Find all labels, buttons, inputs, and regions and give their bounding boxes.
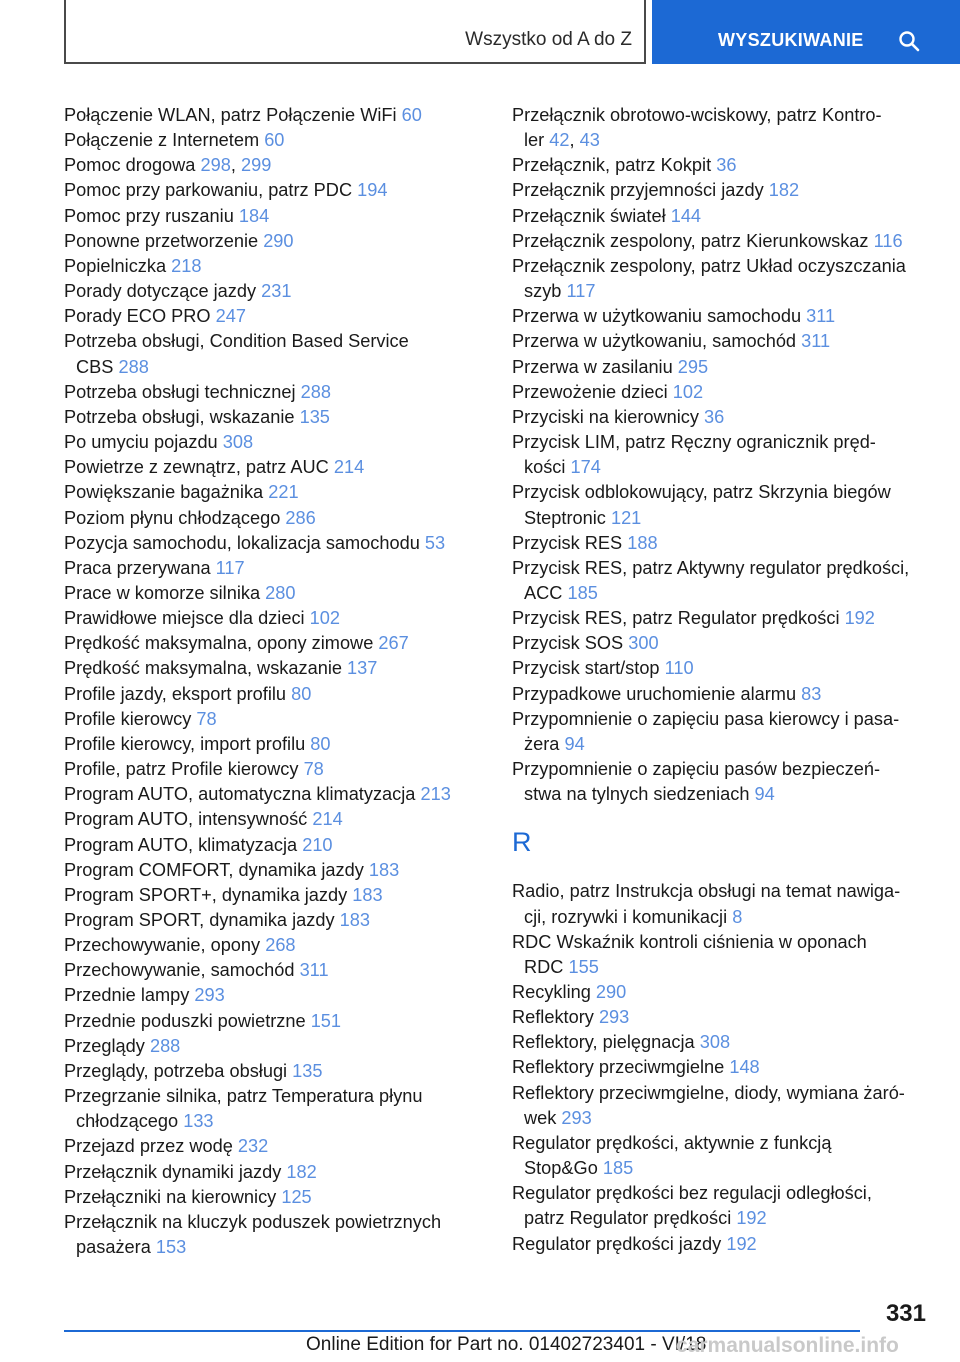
index-term: Połączenie WLAN, patrz Połączenie WiFi — [64, 105, 397, 125]
index-entry — [512, 204, 942, 229]
index-entry — [512, 1232, 942, 1257]
index-column-right — [512, 103, 942, 1257]
index-entry — [512, 656, 942, 681]
page-link[interactable]: 94 — [564, 733, 585, 754]
index-entry — [512, 405, 942, 430]
index-entry — [64, 858, 484, 883]
index-term: Program AUTO, automatyczna klimatyzacja — [64, 784, 416, 805]
index-term: Profile, patrz Profile kierowcy — [64, 759, 299, 780]
index-term: szyb — [524, 281, 562, 302]
index-term: Połączenie z Internetem — [64, 130, 260, 151]
page-link[interactable]: 137 — [347, 658, 378, 679]
index-entry — [512, 229, 942, 254]
index-entry — [64, 103, 484, 128]
index-term: Przeglądy — [64, 1035, 145, 1056]
index-entry — [64, 782, 484, 807]
index-term: Reflektory, pielęgnacja — [512, 1032, 695, 1053]
index-entry — [64, 405, 484, 430]
page-link[interactable]: 280 — [265, 582, 296, 603]
index-term: Przełącznik zespolony, patrz Układ oczyszczania — [512, 255, 906, 276]
index-entry — [512, 153, 942, 178]
index-entry — [512, 707, 942, 757]
index-term: Przycisk RES, patrz Aktywny regulator prędkości, — [512, 557, 910, 578]
index-term: Przypadkowe uruchomienie alarmu — [512, 683, 797, 704]
index-entry — [64, 1084, 484, 1134]
page-link[interactable]: 192 — [726, 1233, 757, 1254]
index-entry — [64, 380, 484, 405]
index-entry — [64, 908, 484, 933]
page-link[interactable]: 188 — [627, 532, 658, 553]
index-term: Powiększanie bagażnika — [64, 482, 264, 503]
index-entry — [64, 606, 484, 631]
index-term: Przełącznik świateł — [512, 205, 666, 226]
index-term: Przełącznik obrotowo-wciskowy, patrz Kontro- — [512, 105, 882, 125]
index-term: Praca przerywana — [64, 557, 211, 578]
index-term: Przycisk RES, patrz Regulator prędkości — [512, 608, 840, 629]
index-term: Po umyciu pojazdu — [64, 432, 218, 453]
index-entry — [64, 1034, 484, 1059]
search-tab[interactable] — [652, 0, 960, 64]
index-entry — [64, 304, 484, 329]
index-term: Prace w komorze silnika — [64, 582, 261, 603]
index-term: Przerwa w użytkowaniu samochodu — [512, 306, 802, 327]
footer-divider — [64, 1330, 860, 1332]
page-link[interactable]: 182 — [286, 1161, 317, 1182]
page-link[interactable]: 83 — [801, 683, 822, 704]
index-term: Regulator prędkości bez regulacji odległości, — [512, 1183, 872, 1204]
index-term: Pozycja samochodu, lokalizacja samochodu — [64, 532, 420, 553]
page-link[interactable]: 144 — [670, 205, 702, 226]
index-term: Przycisk start/stop — [512, 658, 660, 679]
page-separator: , — [569, 130, 575, 151]
index-term: Przełącznik, patrz Kokpit — [512, 155, 712, 176]
index-entry — [64, 732, 484, 757]
index-entry — [512, 329, 942, 354]
index-entry — [512, 531, 942, 556]
index-entry — [512, 1181, 942, 1231]
page-link[interactable]: 133 — [183, 1111, 214, 1132]
page-link[interactable]: 231 — [261, 281, 292, 302]
page-link[interactable]: 298 — [200, 155, 231, 176]
index-term: Przeglądy, potrzeba obsługi — [64, 1060, 288, 1081]
index-term: RDC — [524, 956, 564, 977]
index-entry — [64, 656, 484, 681]
page-link[interactable]: 110 — [664, 658, 694, 679]
index-entry — [512, 1030, 942, 1055]
page-link[interactable]: 192 — [736, 1208, 767, 1229]
page-link[interactable]: 213 — [420, 784, 451, 805]
index-term: Prędkość maksymalna, wskazanie — [64, 658, 342, 679]
index-entry — [512, 380, 942, 405]
index-entry — [64, 807, 484, 832]
index-entry — [64, 833, 484, 858]
index-term: Przegrzanie silnika, patrz Temperatura płynu — [64, 1086, 423, 1107]
page-link[interactable]: 42 — [549, 130, 570, 151]
a-to-z-tab-label: Wszystko od A do Z — [465, 29, 632, 50]
index-entry — [512, 606, 942, 631]
index-term: Przerwa w użytkowaniu, samochód — [512, 331, 797, 352]
index-term: Reflektory przeciwmgielne, diody, wymiana żaró- — [512, 1082, 905, 1103]
index-term: Program SPORT+, dynamika jazdy — [64, 884, 348, 905]
index-entry — [64, 480, 484, 505]
page-link[interactable]: 286 — [285, 507, 316, 528]
index-entry — [64, 933, 484, 958]
index-term: Przejazd przez wodę — [64, 1136, 233, 1157]
page-link[interactable]: 299 — [240, 155, 272, 176]
page-link[interactable]: 80 — [310, 733, 331, 754]
index-entry — [512, 355, 942, 380]
page-separator: , — [230, 155, 236, 176]
index-entry — [512, 879, 942, 929]
index-term: Prędkość maksymalna, opony zimowe — [64, 633, 374, 654]
index-term: Ponowne przetworzenie — [64, 230, 259, 251]
index-term: Popielniczka — [64, 255, 167, 276]
index-term: Reflektory — [512, 1007, 594, 1028]
index-entry — [512, 1055, 942, 1080]
index-term: Przycisk SOS — [512, 633, 624, 654]
page-link[interactable]: 293 — [194, 985, 225, 1006]
index-entry — [64, 204, 484, 229]
index-term: Profile jazdy, eksport profilu — [64, 683, 287, 704]
index-term: Przycisk LIM, patrz Ręczny ogranicznik pręd- — [512, 432, 876, 453]
index-term: Poziom płynu chłodzącego — [64, 507, 281, 528]
index-term: Porady ECO PRO — [64, 306, 211, 327]
index-term: Przednie poduszki powietrzne — [64, 1010, 306, 1031]
page-link[interactable]: 218 — [171, 255, 202, 276]
index-term: cji, rozrywki i komunikacji — [524, 906, 728, 927]
page-link[interactable]: 290 — [595, 982, 627, 1002]
page-link[interactable]: 185 — [602, 1158, 634, 1179]
index-column-left — [64, 103, 484, 1260]
page-link[interactable]: 53 — [424, 532, 446, 553]
index-term: ACC — [524, 582, 563, 603]
page-link[interactable]: 102 — [309, 608, 340, 629]
index-entry — [64, 178, 484, 203]
index-term: Stop&Go — [524, 1158, 598, 1179]
page-link[interactable]: 293 — [598, 1007, 630, 1028]
index-term: Prawidłowe miejsce dla dzieci — [64, 608, 305, 629]
index-term: stwa na tylnych siedzeniach — [524, 784, 750, 805]
index-term: Przełączniki na kierownicy — [64, 1186, 277, 1207]
page-link[interactable]: 214 — [333, 457, 365, 478]
page-link[interactable]: 135 — [292, 1060, 323, 1081]
page-link[interactable]: 288 — [149, 1035, 181, 1056]
index-term: Program COMFORT, dynamika jazdy — [64, 859, 364, 880]
index-term: Przycisk odblokowujący, patrz Skrzynia biegów — [512, 482, 891, 503]
page-link[interactable]: 183 — [339, 910, 370, 930]
edition-text: Online Edition for Part no. 01402723401 - VI/18 — [306, 1334, 707, 1355]
index-term: Przełącznik na kluczyk poduszek powietrznych — [64, 1211, 442, 1232]
index-term: Potrzeba obsługi, Condition Based Service — [64, 331, 409, 352]
index-term: wek — [524, 1107, 557, 1128]
page-link[interactable]: 247 — [215, 306, 246, 327]
page-link[interactable]: 116 — [873, 230, 903, 251]
search-tab-label: WYSZUKIWANIE — [718, 30, 864, 50]
page-link[interactable]: 311 — [801, 331, 831, 352]
index-entry — [512, 682, 942, 707]
page-link[interactable]: 221 — [268, 482, 299, 503]
index-term: Recykling — [512, 982, 591, 1002]
index-entry — [512, 254, 942, 304]
page-link[interactable]: 210 — [302, 834, 333, 855]
index-term: Profile kierowcy — [64, 708, 192, 729]
index-entry — [512, 1005, 942, 1030]
index-entry — [64, 531, 484, 556]
index-entry — [64, 1134, 484, 1159]
page-link[interactable]: 288 — [300, 381, 331, 402]
index-term: Program AUTO, intensywność — [64, 809, 308, 830]
page-link[interactable]: 117 — [215, 557, 245, 578]
page-link[interactable]: 300 — [628, 633, 659, 654]
index-term: Przełącznik przyjemności jazdy — [512, 180, 764, 201]
page-link[interactable]: 125 — [281, 1186, 312, 1207]
page-link[interactable]: 36 — [704, 406, 725, 427]
index-term: Przechowywanie, opony — [64, 935, 261, 956]
page-link[interactable]: 60 — [401, 105, 422, 125]
page-link[interactable]: 214 — [312, 809, 343, 830]
index-term: Potrzeba obsługi, wskazanie — [64, 406, 295, 427]
page-link[interactable]: 155 — [568, 956, 599, 977]
page-link[interactable]: 153 — [155, 1237, 187, 1258]
page-link[interactable]: 80 — [291, 683, 312, 704]
index-entry — [64, 958, 484, 983]
index-entry — [64, 983, 484, 1008]
page-link[interactable]: 8 — [732, 906, 743, 927]
index-entry — [64, 506, 484, 531]
index-entry — [64, 254, 484, 279]
watermark: carmanualsonline.info — [676, 1334, 899, 1357]
index-term: Program AUTO, klimatyzacja — [64, 834, 298, 855]
index-entry — [64, 229, 484, 254]
index-term: Przyciski na kierownicy — [512, 406, 699, 427]
page-link[interactable]: 174 — [570, 457, 601, 478]
page-link[interactable]: 60 — [264, 130, 285, 151]
search-icon[interactable] — [898, 30, 920, 52]
page-link[interactable]: 182 — [768, 180, 800, 201]
page-link[interactable]: 192 — [844, 608, 875, 629]
page-number: 331 — [885, 1300, 926, 1327]
page-link[interactable]: 288 — [118, 356, 149, 377]
index-term: Pomoc przy ruszaniu — [64, 205, 234, 226]
page-link[interactable]: 183 — [368, 859, 400, 880]
index-entry — [64, 682, 484, 707]
index-term: Przewożenie dzieci — [512, 381, 668, 402]
index-term: Przycisk RES — [512, 532, 623, 553]
index-entry — [64, 1009, 484, 1034]
page-link[interactable]: 267 — [378, 633, 409, 654]
index-term: żera — [524, 733, 560, 754]
index-term: Potrzeba obsługi technicznej — [64, 381, 296, 402]
page-link[interactable]: 117 — [566, 281, 596, 302]
index-term: Program SPORT, dynamika jazdy — [64, 910, 335, 930]
index-term: ler — [524, 130, 545, 151]
index-entry — [64, 1210, 484, 1260]
page-link[interactable]: 94 — [754, 784, 775, 805]
page-link[interactable]: 135 — [299, 406, 330, 427]
index-term: Regulator prędkości jazdy — [512, 1233, 722, 1254]
page-link[interactable]: 295 — [677, 356, 709, 377]
index-term: Przechowywanie, samochód — [64, 960, 295, 981]
index-entry — [64, 1185, 484, 1210]
index-term: pasażera — [76, 1237, 151, 1258]
index-entry — [512, 631, 942, 656]
index-entry — [64, 430, 484, 455]
index-entry — [64, 883, 484, 908]
page-link[interactable]: 36 — [716, 155, 737, 176]
page-link[interactable]: 43 — [579, 130, 600, 151]
index-term: Przełącznik zespolony, patrz Kierunkowskaz — [512, 230, 869, 251]
page-link[interactable]: 148 — [729, 1057, 760, 1078]
page-link[interactable]: 268 — [265, 935, 296, 956]
index-term: Pomoc drogowa — [64, 155, 196, 176]
index-entry — [512, 480, 942, 530]
page-link[interactable]: 78 — [303, 759, 324, 780]
page-link[interactable]: 194 — [357, 180, 388, 201]
index-entry — [512, 556, 942, 606]
index-entry — [64, 1160, 484, 1185]
index-term: Przypomnienie o zapięciu pasów bezpieczeń- — [512, 759, 880, 780]
page-link[interactable]: 151 — [310, 1010, 342, 1031]
index-term: Przerwa w zasilaniu — [512, 356, 673, 377]
a-to-z-tab[interactable] — [64, 0, 646, 64]
section-letter-heading: R — [512, 827, 532, 858]
index-entry — [512, 980, 942, 1005]
index-term: Profile kierowcy, import profilu — [64, 733, 306, 754]
index-term: Reflektory przeciwmgielne — [512, 1057, 725, 1078]
index-term: patrz Regulator prędkości — [524, 1208, 732, 1229]
index-entry — [64, 581, 484, 606]
index-entry — [64, 279, 484, 304]
index-term: Steptronic — [524, 507, 606, 528]
index-term: Porady dotyczące jazdy — [64, 281, 257, 302]
index-entry — [64, 455, 484, 480]
index-term: Przednie lampy — [64, 985, 190, 1006]
index-entry — [512, 930, 942, 980]
page-link[interactable]: 308 — [222, 432, 254, 453]
index-term: Radio, patrz Instrukcja obsługi na temat nawiga- — [512, 881, 901, 902]
page-link[interactable]: 183 — [352, 884, 383, 905]
page-link[interactable]: 308 — [699, 1032, 731, 1053]
page-link[interactable]: 185 — [567, 582, 598, 603]
index-entry — [64, 1059, 484, 1084]
index-term: CBS — [76, 356, 114, 377]
index-entry — [64, 556, 484, 581]
index-term: kości — [524, 457, 566, 478]
index-entry — [512, 1081, 942, 1131]
index-entry — [64, 707, 484, 732]
index-entry — [512, 304, 942, 329]
index-term: Przypomnienie o zapięciu pasa kierowcy i pasa- — [512, 708, 900, 729]
index-entry — [64, 329, 484, 379]
index-term: Przełącznik dynamiki jazdy — [64, 1161, 282, 1182]
page-link[interactable]: 232 — [237, 1136, 269, 1157]
index-term: Pomoc przy parkowaniu, patrz PDC — [64, 180, 353, 201]
index-entry — [512, 178, 942, 203]
page-link[interactable]: 121 — [610, 507, 642, 528]
page-link[interactable]: 290 — [263, 230, 294, 251]
index-entry — [64, 153, 484, 178]
index-entry — [512, 757, 942, 807]
page-link[interactable]: 102 — [672, 381, 704, 402]
page-link[interactable]: 184 — [238, 205, 270, 226]
index-term: RDC Wskaźnik kontroli ciśnienia w oponach — [512, 931, 867, 952]
index-entry — [512, 430, 942, 480]
index-entry — [64, 631, 484, 656]
page-link[interactable]: 311 — [806, 306, 836, 327]
index-entry — [512, 103, 942, 153]
index-term: chłodzącego — [76, 1111, 179, 1132]
page-link[interactable]: 293 — [561, 1107, 592, 1128]
index-term: Powietrze z zewnątrz, patrz AUC — [64, 457, 329, 478]
page-link[interactable]: 311 — [299, 960, 329, 981]
index-entry — [512, 1131, 942, 1181]
index-term: Regulator prędkości, aktywnie z funkcją — [512, 1132, 832, 1153]
index-entry — [64, 128, 484, 153]
index-entry — [64, 757, 484, 782]
page-link[interactable]: 78 — [196, 708, 217, 729]
